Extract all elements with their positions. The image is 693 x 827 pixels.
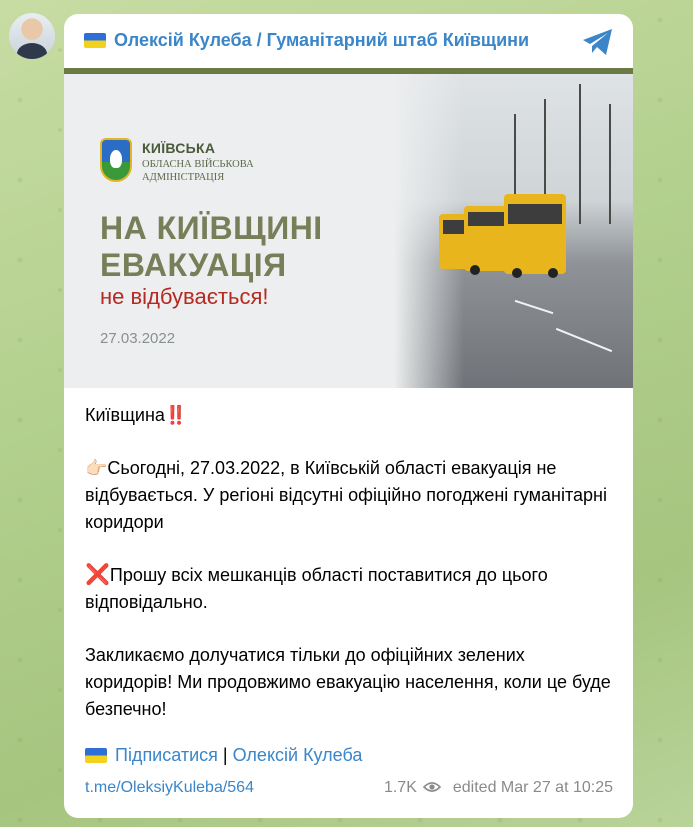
- ukraine-flag-icon: [84, 33, 106, 48]
- logo-line-2: ОБЛАСНА ВІЙСЬКОВА: [142, 159, 254, 170]
- view-count: 1.7K: [383, 779, 417, 796]
- image-headline: [100, 210, 323, 284]
- image-date: 27.03.2022: [100, 330, 176, 347]
- post-image[interactable]: [64, 68, 633, 388]
- edited-label: edited: [452, 779, 497, 796]
- logo-line-3: АДМІНІСТРАЦІЯ: [142, 172, 225, 183]
- post-permalink[interactable]: t.me/OleksiyKuleba/564: [85, 779, 254, 796]
- telegram-icon[interactable]: [581, 27, 615, 57]
- avatar-figure: [17, 43, 47, 59]
- buses-photo: [394, 74, 633, 388]
- post-paragraph-4: Закликаємо долучатися тільки до офіційних зелених коридорів! Ми продовжимо евакуацію населення, коли це буде безпечно!: [85, 645, 611, 719]
- author-link[interactable]: Олексій Кулеба: [232, 745, 363, 765]
- post-text: [85, 402, 615, 749]
- message-header: [64, 14, 633, 68]
- headline-line-1: НА КИЇВЩИНІ: [100, 210, 323, 246]
- post-heading-text: Київщина: [85, 405, 165, 425]
- post-paragraph-2: [85, 455, 615, 536]
- message-timestamp: Mar 27 at 10:25: [500, 779, 613, 796]
- subscribe-link[interactable]: Підписатися: [115, 745, 218, 765]
- post-paragraph-3-text: Прошу всіх мешканців області поставитися до цього відповідально.: [85, 565, 548, 612]
- channel-avatar[interactable]: [9, 13, 55, 59]
- post-paragraph-3: [85, 562, 615, 616]
- channel-title-link[interactable]: [84, 30, 529, 51]
- channel-title-text: Олексій Кулеба / Гуманітарний штаб Київщини: [114, 30, 530, 50]
- message-meta: [85, 779, 613, 801]
- message-card: [64, 14, 633, 818]
- kyiv-oblast-crest-icon: [100, 138, 132, 182]
- pointing-hand-icon: 👉🏻: [85, 458, 108, 478]
- eye-icon: [423, 781, 441, 793]
- cross-mark-icon: ❌: [85, 564, 110, 586]
- footer-links: [85, 745, 362, 766]
- image-subhead: не відбувається!: [100, 284, 269, 309]
- oblast-administration-logo: [100, 138, 290, 188]
- headline-line-2: ЕВАКУАЦІЯ: [100, 247, 287, 283]
- ukraine-flag-icon: [85, 748, 107, 763]
- post-paragraph-1: [85, 402, 615, 429]
- message-stats: [384, 779, 613, 797]
- logo-line-1: КИЇВСЬКА: [142, 140, 216, 156]
- double-exclamation-icon: ‼️: [164, 405, 188, 425]
- footer-separator: |: [222, 745, 228, 765]
- post-paragraph-2-text: Сьогодні, 27.03.2022, в Київській області евакуація не відбувається. У регіоні відсутні офіційно погоджені гуманітарні коридори: [85, 458, 607, 532]
